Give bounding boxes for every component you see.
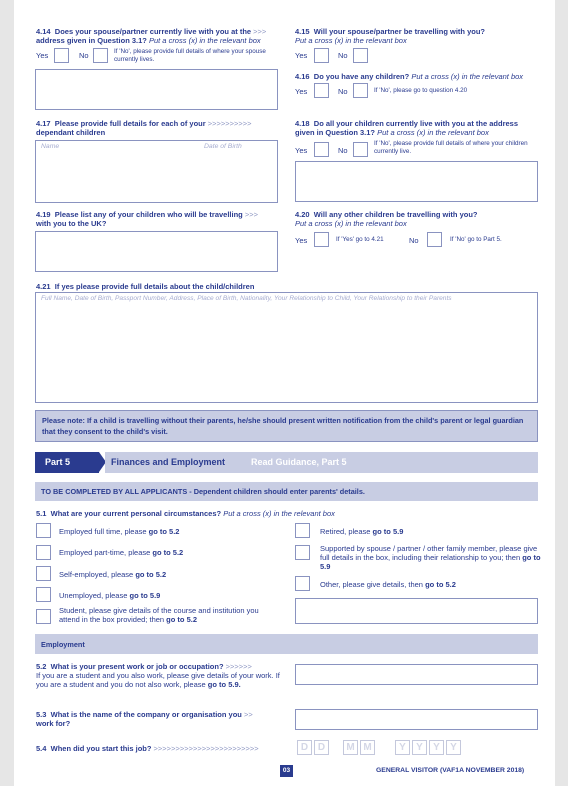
q418-number: 4.18	[295, 119, 310, 128]
child-travel-note: Please note: If a child is travelling without their parents, he/she should present written notification from the child's parent or legal guardian that they consent to the child's visit.	[35, 410, 538, 442]
q420-no-label: No	[409, 236, 419, 245]
q421-heading	[36, 282, 536, 291]
q421-details-field[interactable]	[35, 292, 538, 403]
q51-option-retired-goto: go to 5.9	[372, 527, 404, 536]
all-applicants-band: TO BE COMPLETED BY ALL APPLICANTS - Dependent children should enter parents' details.	[35, 482, 538, 501]
q419-heading	[36, 210, 296, 228]
q418-text2: given in Question 3.1?	[295, 128, 376, 137]
q51-employed-part-time-checkbox[interactable]	[36, 545, 51, 560]
q51-option-other-text: Other, please give details, then	[320, 580, 423, 589]
q51-retired-checkbox[interactable]	[295, 523, 310, 538]
q414-no-checkbox[interactable]	[93, 48, 108, 63]
form-footer-title: GENERAL VISITOR (VAF1A NOVEMBER 2018)	[376, 767, 525, 774]
q51-supported-checkbox[interactable]	[295, 545, 310, 560]
q417-dob-placeholder: Date of Birth	[204, 143, 242, 150]
q418-yes-label: Yes	[295, 146, 308, 155]
q51-option-student	[59, 606, 274, 624]
q419-text2: with you to the UK?	[36, 219, 107, 228]
q53-text2: work for?	[36, 719, 71, 728]
q417-text: Please provide full details for each of your	[54, 119, 206, 128]
q414-text: Does your spouse/partner currently live with you at the	[54, 27, 252, 36]
q51-option-supported	[320, 544, 545, 571]
q51-option-part-time-goto: go to 5.2	[152, 548, 184, 557]
q421-text: If yes please provide full details about the child/children	[54, 282, 255, 291]
q51-option-supported-goto: go to 5.9	[320, 553, 541, 571]
q418-no-checkbox[interactable]	[353, 142, 368, 157]
q418-no-label: No	[338, 146, 348, 155]
q51-option-part-time	[59, 548, 269, 557]
q51-details-field[interactable]	[295, 598, 538, 624]
q52-sub-text: If you are a student and you also work, please give details of your work. If you are a student and you do not also work, please	[36, 671, 280, 689]
q420-number: 4.20	[295, 210, 310, 219]
q414-instruction: Put a cross (x) in the relevant box	[148, 36, 261, 45]
q419-text: Please list any of your children who will be travelling	[54, 210, 243, 219]
q53-text: What is the name of the company or organisation you	[50, 710, 242, 719]
q54-year-2[interactable]: Y	[412, 740, 427, 755]
q414-no-label: No	[79, 51, 89, 60]
q418-instruction: Put a cross (x) in the relevant box	[377, 128, 489, 137]
q53-arrows: >>	[243, 710, 253, 719]
q417-heading	[36, 119, 296, 137]
q51-self-employed-checkbox[interactable]	[36, 566, 51, 581]
q51-other-checkbox[interactable]	[295, 576, 310, 591]
q51-option-unemployed-goto: go to 5.9	[129, 591, 161, 600]
q416-heading	[295, 72, 550, 81]
q420-yes-checkbox[interactable]	[314, 232, 329, 247]
q414-yes-checkbox[interactable]	[54, 48, 69, 63]
q420-if-no: If 'No' go to Part 5.	[450, 236, 502, 243]
q416-number: 4.16	[295, 72, 310, 81]
q416-instruction: Put a cross (x) in the relevant box	[411, 72, 524, 81]
q415-no-label: No	[338, 51, 348, 60]
q418-details-field[interactable]	[295, 161, 538, 202]
q54-number: 5.4	[36, 744, 47, 753]
q51-heading	[36, 509, 536, 518]
q420-yes-label: Yes	[295, 236, 308, 245]
q419-number: 4.19	[36, 210, 51, 219]
q54-day-2[interactable]: D	[314, 740, 329, 755]
q417-arrows: >>>>>>>>>>	[207, 119, 252, 128]
page-number: 03	[280, 765, 293, 777]
q51-option-supported-text: Supported by spouse / partner / other family member, please give full details in the box, including their relationship to you; then	[320, 544, 538, 562]
form-page	[14, 0, 555, 786]
q52-goto: go to 5.9.	[207, 680, 241, 689]
q54-arrows: >>>>>>>>>>>>>>>>>>>>>>>>	[153, 744, 259, 753]
q416-yes-checkbox[interactable]	[314, 83, 329, 98]
q51-option-full-time-goto: go to 5.2	[148, 527, 180, 536]
q51-option-retired	[320, 527, 540, 536]
q420-instruction: Put a cross (x) in the relevant box	[295, 219, 407, 228]
employment-band: Employment	[35, 634, 538, 654]
q54-month-2[interactable]: M	[360, 740, 375, 755]
q51-unemployed-checkbox[interactable]	[36, 587, 51, 602]
q51-employed-full-time-checkbox[interactable]	[36, 523, 51, 538]
q414-details-field[interactable]	[35, 69, 278, 110]
q53-number: 5.3	[36, 710, 47, 719]
q51-option-student-goto: go to 5.2	[166, 615, 198, 624]
q54-text: When did you start this job?	[50, 744, 152, 753]
q415-instruction: Put a cross (x) in the relevant box	[295, 36, 407, 45]
q414-number: 4.14	[36, 27, 51, 36]
q51-text: What are your current personal circumstances?	[50, 509, 222, 518]
q51-option-retired-text: Retired, please	[320, 527, 371, 536]
q416-yes-label: Yes	[295, 87, 308, 96]
q416-no-checkbox[interactable]	[353, 83, 368, 98]
q416-text: Do you have any children?	[313, 72, 410, 81]
q51-option-part-time-text: Employed part-time, please	[59, 548, 151, 557]
q54-heading	[36, 744, 306, 753]
q52-arrows: >>>>>>	[225, 662, 252, 671]
q415-heading	[295, 27, 550, 45]
q54-year-3[interactable]: Y	[429, 740, 444, 755]
part5-title: Finances and Employment	[111, 457, 226, 467]
q51-option-student-text: Student, please give details of the course and institution you attend in the box provided; then	[59, 606, 259, 624]
q51-option-unemployed-text: Unemployed, please	[59, 591, 128, 600]
q420-if-yes: If 'Yes' go to 4.21	[336, 236, 384, 243]
q415-yes-checkbox[interactable]	[314, 48, 329, 63]
part5-guidance: Read Guidance, Part 5	[251, 457, 347, 467]
q414-text2: address given in Question 3.1?	[36, 36, 147, 45]
q51-number: 5.1	[36, 509, 47, 518]
q52-occupation-field[interactable]	[295, 664, 538, 685]
q51-option-other	[320, 580, 540, 589]
q51-option-self-employed-text: Self-employed, please	[59, 570, 134, 579]
q414-if-no: If 'No', please provide full details of where your spouse currently lives.	[114, 48, 266, 63]
q52-sub	[36, 671, 281, 689]
q418-heading	[295, 119, 550, 137]
part5-label: Part 5	[45, 457, 71, 467]
q415-no-checkbox[interactable]	[353, 48, 368, 63]
q420-no-checkbox[interactable]	[427, 232, 442, 247]
q421-number: 4.21	[36, 282, 51, 291]
q417-name-placeholder: Name	[41, 143, 60, 150]
q418-if-no: If 'No', please provide full details of where your children currently live.	[374, 140, 528, 155]
q54-day-1[interactable]: D	[297, 740, 312, 755]
q420-heading	[295, 210, 550, 228]
q419-arrows: >>>	[244, 210, 258, 219]
q53-heading	[36, 710, 296, 728]
q51-student-checkbox[interactable]	[36, 609, 51, 624]
q416-no-label: No	[338, 87, 348, 96]
q51-option-full-time-text: Employed full time, please	[59, 527, 147, 536]
q417-children-field[interactable]	[35, 140, 278, 203]
q52-heading	[36, 662, 286, 671]
q418-yes-checkbox[interactable]	[314, 142, 329, 157]
q419-children-field[interactable]	[35, 231, 278, 272]
part5-title-bar	[105, 452, 538, 473]
q51-option-other-goto: go to 5.2	[425, 580, 456, 589]
q414-arrows: >>>	[253, 27, 267, 36]
q421-placeholder: Full Name, Date of Birth, Passport Number, Address, Place of Birth, Nationality, Your Relationship to Child, Your Relationship to their Parents	[41, 295, 452, 302]
q414-yes-label: Yes	[36, 51, 49, 60]
q417-text2: dependant children	[36, 128, 106, 137]
q51-option-self-employed	[59, 570, 269, 579]
q53-company-field[interactable]	[295, 709, 538, 730]
q54-year-1[interactable]: Y	[395, 740, 410, 755]
q415-yes-label: Yes	[295, 51, 308, 60]
q54-month-1[interactable]: M	[343, 740, 358, 755]
q414-heading	[36, 27, 296, 45]
part5-badge	[35, 452, 99, 473]
q418-text: Do all your children currently live with you at the address	[313, 119, 518, 128]
q54-year-4[interactable]: Y	[446, 740, 461, 755]
q51-option-unemployed	[59, 591, 269, 600]
q52-number: 5.2	[36, 662, 47, 671]
q415-number: 4.15	[295, 27, 310, 36]
q416-if-no: If 'No', please go to question 4.20	[374, 87, 468, 94]
q51-option-self-employed-goto: go to 5.2	[135, 570, 167, 579]
q51-option-full-time	[59, 527, 269, 536]
q51-instruction: Put a cross (x) in the relevant box	[223, 509, 335, 518]
q52-text: What is your present work or job or occupation?	[50, 662, 224, 671]
q420-text: Will any other children be travelling with you?	[313, 210, 478, 219]
q415-text: Will your spouse/partner be travelling with you?	[313, 27, 485, 36]
q417-number: 4.17	[36, 119, 51, 128]
